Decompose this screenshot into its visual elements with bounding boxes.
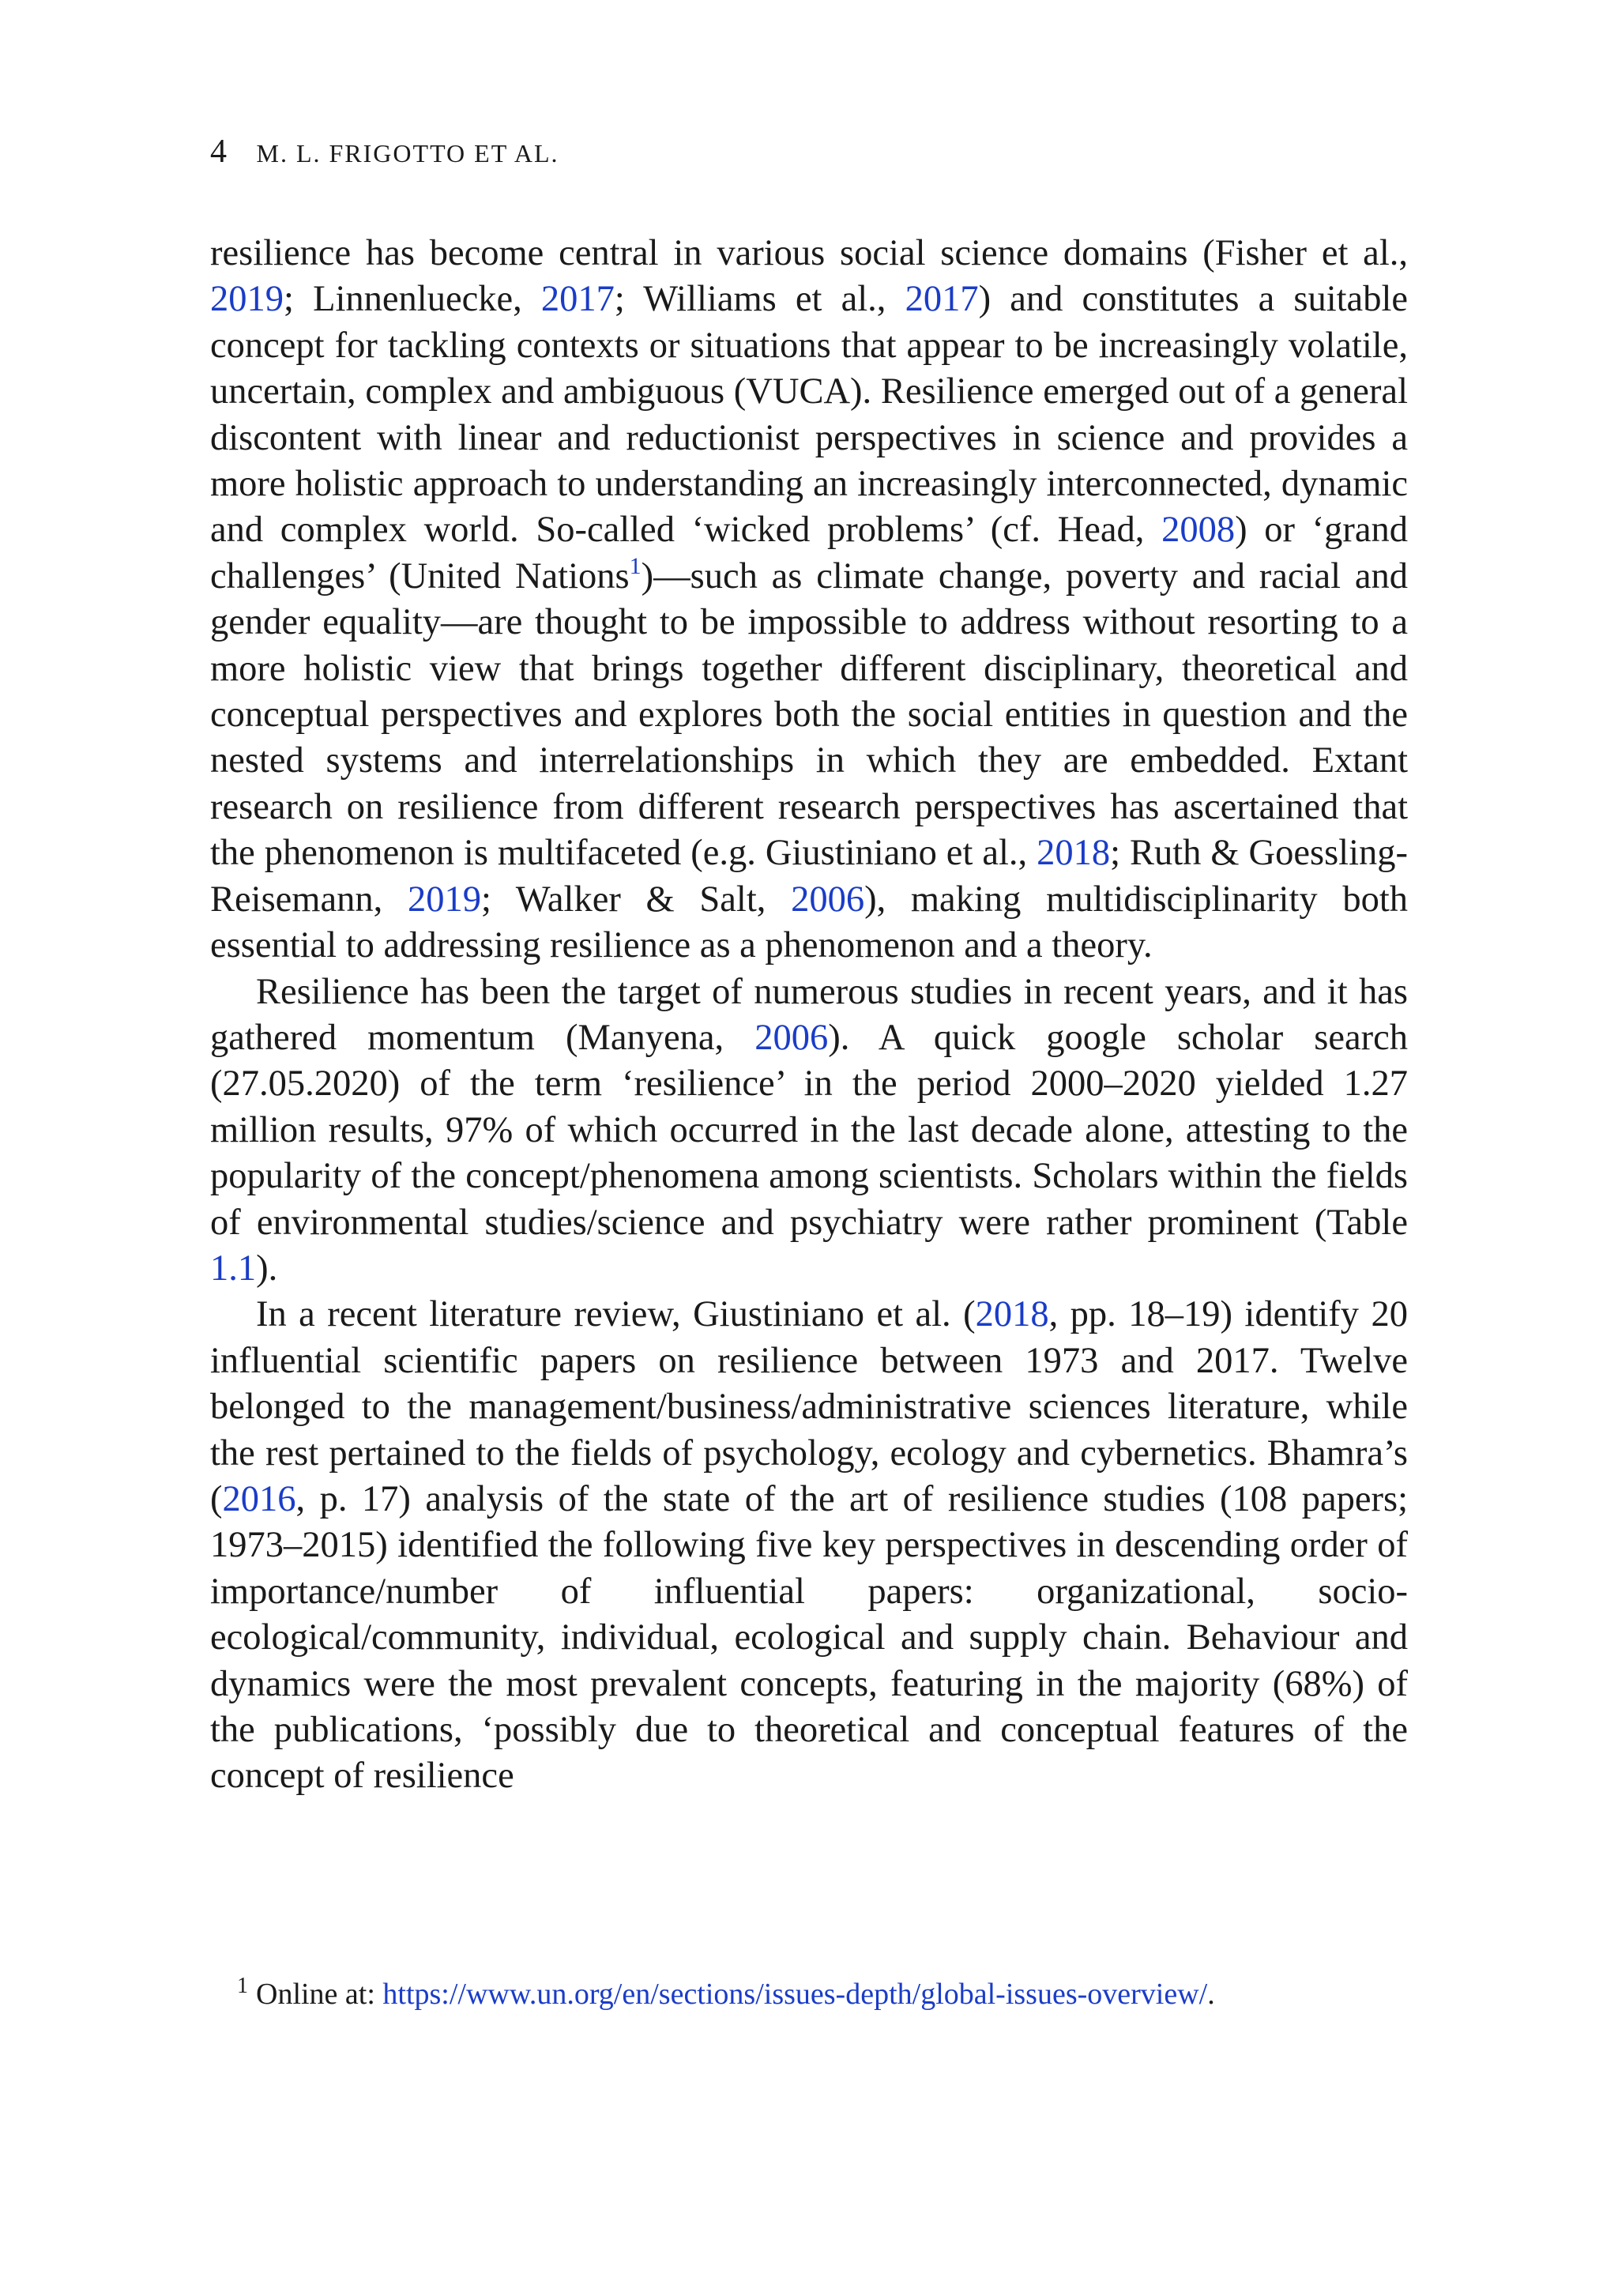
text-run: ) or ‘grand challenges’ (United Nations	[210, 510, 1408, 597]
paragraph-2	[210, 969, 1408, 1293]
paragraph-3	[210, 1292, 1408, 1799]
citation-link[interactable]: 2019	[407, 879, 481, 920]
footnote-end: .	[1207, 1978, 1215, 2011]
text-run: )—such as climate change, poverty and racial and gender equality—are thought to be impossible to address without resorting to a more holistic view that brings together different disciplinary, theoretical and conceptual perspectives and explores both the social entities in question and the nested systems and interrelationships in which they are embedded. Extant research on resilience from different research perspectives has ascertained that the phenomenon is multifaceted (e.g. Giustiniano et al.,	[210, 555, 1408, 874]
paragraph-1	[210, 231, 1408, 969]
text-run: In a recent literature review, Giustiniano et al. (	[256, 1294, 976, 1335]
text-run: ), making multidisciplinarity both essential to addressing resilience as a phenomenon and a theory.	[210, 879, 1408, 966]
citation-link[interactable]: 2006	[791, 879, 865, 920]
citation-link[interactable]: 2016	[222, 1478, 296, 1519]
running-title: M. L. FRIGOTTO ET AL.	[256, 139, 559, 167]
citation-link[interactable]: 2018	[1037, 833, 1111, 874]
citation-link[interactable]: 2019	[210, 279, 284, 320]
text-run: ).	[256, 1248, 278, 1289]
footnote	[237, 1975, 1422, 2013]
footnote-ref[interactable]: 1	[629, 552, 642, 579]
text-run: Resilience has been the target of numerous studies in recent years, and it has gathered momentum (Manyena,	[210, 971, 1408, 1058]
text-run: ; Linnenluecke,	[284, 279, 541, 320]
footnote-link[interactable]: https://www.un.org/en/sections/issues-depth/global-issues-overview/	[382, 1978, 1208, 2011]
citation-link[interactable]: 1.1	[210, 1248, 257, 1289]
citation-link[interactable]: 2017	[905, 279, 979, 320]
body-text	[210, 231, 1408, 1800]
text-run: , pp. 18–19) identify 20 influential scientific papers on resilience between 1973 and 2017. Twelve belonged to the management/business/administrative sciences literature, while the rest pertained to the fields of psychology, ecology and cybernetics. Bhamra’s (	[210, 1294, 1408, 1519]
footnote-label: Online at:	[256, 1978, 383, 2011]
citation-link[interactable]: 2018	[975, 1294, 1049, 1335]
text-run: ) and constitutes a suitable concept for tackling contexts or situations that appear to be increasingly volatile, uncertain, complex and ambiguous (VUCA). Resilience emerged out of a general discontent with linear and reductionist perspectives in science and provides a more holistic approach to understanding an increasingly interconnected, dynamic and complex world. So-called ‘wicked problems’ (cf. Head,	[210, 279, 1409, 551]
text-run: ; Williams et al.,	[614, 279, 905, 320]
text-run: ; Ruth & Goessling-Reisemann,	[210, 833, 1408, 920]
text-run: ; Walker & Salt,	[480, 879, 792, 920]
running-head	[210, 133, 559, 172]
page-number: 4	[210, 134, 228, 170]
footnote-mark: 1	[237, 1974, 248, 1998]
citation-link[interactable]: 2017	[540, 279, 615, 320]
citation-link[interactable]: 2006	[754, 1017, 829, 1058]
text-run: , p. 17) analysis of the state of the art of resilience studies (108 papers; 1973–2015) identified the following five key perspectives in descending order of importance/number of influential papers: organizational, socio-ecological/community, individual, ecological and supply chain. Behaviour and dynamics were the most prevalent concepts, featuring in the majority (68%) of the publications, ‘possibly due to theoretical and conceptual features of the concept of resilience	[210, 1478, 1408, 1797]
citation-link[interactable]: 2008	[1161, 510, 1236, 551]
text-run: resilience has become central in various social science domains (Fisher et al.,	[210, 233, 1408, 273]
text-run: ). A quick google scholar search (27.05.2020) of the term ‘resilience’ in the period 2000–2020 yielded 1.27 million results, 97% of which occurred in the last decade alone, attesting to the popularity of the concept/phenomena among scientists. Scholars within the fields of environmental studies/science and psychiatry were rather prominent (Table	[210, 1017, 1409, 1243]
